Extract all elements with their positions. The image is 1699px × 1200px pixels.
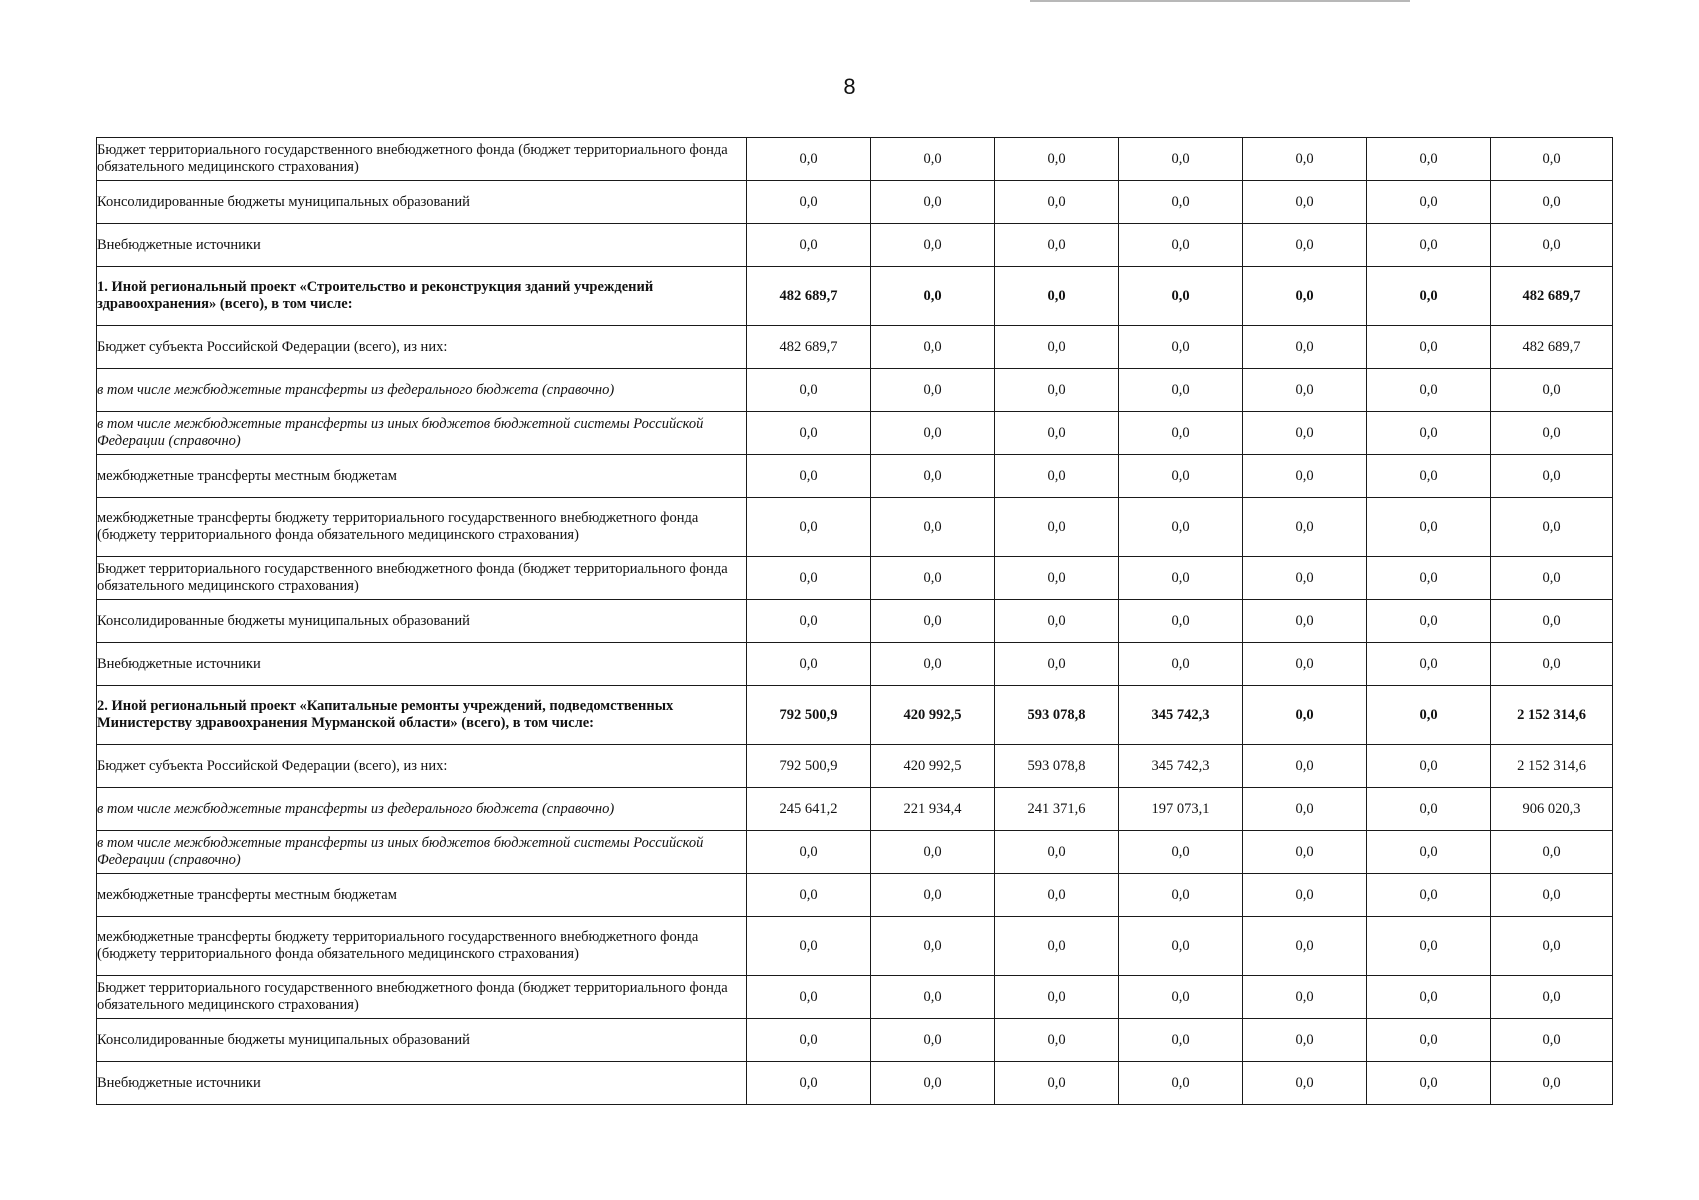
value-cell: 792 500,9	[747, 686, 871, 745]
row-label-cell	[97, 369, 747, 412]
row-label-cell	[97, 1019, 747, 1062]
value-cell: 0,0	[1243, 745, 1367, 788]
value-cell: 0,0	[747, 224, 871, 267]
value-cell: 0,0	[1367, 643, 1491, 686]
value-cell: 0,0	[1243, 831, 1367, 874]
table-row	[97, 455, 1613, 498]
value-cell: 0,0	[1243, 267, 1367, 326]
value-cell: 345 742,3	[1119, 686, 1243, 745]
row-label: в том числе межбюджетные трансферты из иных бюджетов бюджетной системы Российской Федерации (справочно)	[97, 835, 704, 868]
value-cell: 0,0	[1367, 976, 1491, 1019]
value-cell: 0,0	[1119, 498, 1243, 557]
table-row	[97, 326, 1613, 369]
row-label: Бюджет субъекта Российской Федерации (всего), из них:	[97, 757, 448, 774]
value-cell: 0,0	[1243, 369, 1367, 412]
value-cell: 0,0	[1491, 874, 1613, 917]
value-cell: 0,0	[1491, 224, 1613, 267]
value-cell: 0,0	[1243, 138, 1367, 181]
value-cell: 245 641,2	[747, 788, 871, 831]
value-cell: 0,0	[1119, 831, 1243, 874]
value-cell: 482 689,7	[747, 267, 871, 326]
value-cell: 0,0	[871, 181, 995, 224]
row-label: Консолидированные бюджеты муниципальных образований	[97, 612, 470, 629]
row-label-cell	[97, 831, 747, 874]
value-cell: 0,0	[1119, 600, 1243, 643]
row-label-cell	[97, 600, 747, 643]
value-cell: 0,0	[995, 224, 1119, 267]
value-cell: 241 371,6	[995, 788, 1119, 831]
value-cell: 0,0	[871, 267, 995, 326]
row-label-cell	[97, 874, 747, 917]
row-label: в том числе межбюджетные трансферты из федерального бюджета (справочно)	[97, 381, 615, 398]
value-cell: 0,0	[1491, 455, 1613, 498]
value-cell: 0,0	[1367, 224, 1491, 267]
value-cell: 0,0	[995, 643, 1119, 686]
table-row	[97, 600, 1613, 643]
value-cell: 0,0	[1367, 557, 1491, 600]
value-cell: 0,0	[995, 369, 1119, 412]
value-cell: 0,0	[1243, 917, 1367, 976]
value-cell: 0,0	[747, 181, 871, 224]
row-label-cell	[97, 455, 747, 498]
value-cell: 0,0	[1119, 643, 1243, 686]
table-row	[97, 224, 1613, 267]
value-cell: 0,0	[871, 412, 995, 455]
value-cell: 0,0	[995, 976, 1119, 1019]
table-row	[97, 917, 1613, 976]
table-row	[97, 976, 1613, 1019]
row-label-cell	[97, 326, 747, 369]
row-label: 2. Иной региональный проект «Капитальные ремонты учреждений, подведомственных Министерству здравоохранения Мурманской области» (всего), в том числе:	[97, 698, 674, 731]
value-cell: 0,0	[871, 455, 995, 498]
value-cell: 0,0	[1243, 455, 1367, 498]
row-label-cell	[97, 976, 747, 1019]
value-cell: 0,0	[747, 600, 871, 643]
value-cell: 0,0	[1119, 976, 1243, 1019]
value-cell: 2 152 314,6	[1491, 686, 1613, 745]
table-row	[97, 1019, 1613, 1062]
value-cell: 0,0	[1243, 557, 1367, 600]
row-label-cell	[97, 1062, 747, 1105]
value-cell: 0,0	[1119, 224, 1243, 267]
row-label: Бюджет территориального государственного внебюджетного фонда (бюджет территориального фонда обязательного медицинского страхования)	[97, 142, 728, 175]
value-cell: 0,0	[871, 1019, 995, 1062]
value-cell: 0,0	[871, 831, 995, 874]
value-cell: 593 078,8	[995, 745, 1119, 788]
table-row	[97, 181, 1613, 224]
value-cell: 792 500,9	[747, 745, 871, 788]
table-row	[97, 557, 1613, 600]
value-cell: 0,0	[1367, 686, 1491, 745]
value-cell: 0,0	[1243, 600, 1367, 643]
budget-table	[96, 137, 1613, 1105]
table-row	[97, 267, 1613, 326]
table-row	[97, 745, 1613, 788]
row-label-cell	[97, 412, 747, 455]
value-cell: 420 992,5	[871, 745, 995, 788]
value-cell: 0,0	[747, 498, 871, 557]
value-cell: 0,0	[1491, 976, 1613, 1019]
value-cell: 0,0	[1243, 498, 1367, 557]
value-cell: 0,0	[747, 874, 871, 917]
row-label: межбюджетные трансферты местным бюджетам	[97, 886, 397, 903]
value-cell: 0,0	[995, 874, 1119, 917]
value-cell: 0,0	[1491, 600, 1613, 643]
value-cell: 0,0	[1119, 181, 1243, 224]
table-row	[97, 138, 1613, 181]
value-cell: 0,0	[1243, 181, 1367, 224]
value-cell: 0,0	[1119, 326, 1243, 369]
row-label: в том числе межбюджетные трансферты из федерального бюджета (справочно)	[97, 800, 615, 817]
value-cell: 906 020,3	[1491, 788, 1613, 831]
row-label-cell	[97, 643, 747, 686]
value-cell: 0,0	[1367, 498, 1491, 557]
row-label-cell	[97, 181, 747, 224]
value-cell: 0,0	[995, 455, 1119, 498]
value-cell: 0,0	[871, 976, 995, 1019]
row-label-cell	[97, 498, 747, 557]
value-cell: 0,0	[1119, 1062, 1243, 1105]
row-label: в том числе межбюджетные трансферты из иных бюджетов бюджетной системы Российской Федерации (справочно)	[97, 416, 704, 449]
value-cell: 0,0	[1491, 557, 1613, 600]
value-cell: 0,0	[1367, 917, 1491, 976]
table-row	[97, 498, 1613, 557]
value-cell: 0,0	[995, 138, 1119, 181]
value-cell: 0,0	[1243, 788, 1367, 831]
value-cell: 0,0	[747, 1019, 871, 1062]
value-cell: 0,0	[1367, 600, 1491, 643]
value-cell: 0,0	[1243, 976, 1367, 1019]
row-label: Внебюджетные источники	[97, 236, 261, 253]
row-label: Консолидированные бюджеты муниципальных образований	[97, 193, 470, 210]
value-cell: 0,0	[1367, 138, 1491, 181]
row-label: Бюджет территориального государственного внебюджетного фонда (бюджет территориального фонда обязательного медицинского страхования)	[97, 980, 728, 1013]
value-cell: 0,0	[1243, 686, 1367, 745]
value-cell: 0,0	[995, 412, 1119, 455]
page-number: 8	[843, 74, 856, 99]
value-cell: 0,0	[1367, 1062, 1491, 1105]
value-cell: 0,0	[747, 138, 871, 181]
budget-table-body	[97, 138, 1613, 1105]
value-cell: 0,0	[1491, 369, 1613, 412]
value-cell: 593 078,8	[995, 686, 1119, 745]
value-cell: 0,0	[871, 138, 995, 181]
value-cell: 482 689,7	[1491, 267, 1613, 326]
value-cell: 0,0	[1491, 643, 1613, 686]
scan-edge-line	[1030, 0, 1410, 2]
value-cell: 0,0	[871, 369, 995, 412]
table-row	[97, 412, 1613, 455]
row-label: межбюджетные трансферты бюджету территориального государственного внебюджетного фонда (бюджету территориального фонда обязательного медицинского страхования)	[97, 929, 699, 962]
value-cell: 0,0	[1491, 138, 1613, 181]
value-cell: 0,0	[871, 600, 995, 643]
value-cell: 0,0	[747, 831, 871, 874]
value-cell: 0,0	[1119, 267, 1243, 326]
value-cell: 0,0	[747, 557, 871, 600]
value-cell: 0,0	[747, 455, 871, 498]
value-cell: 0,0	[871, 498, 995, 557]
row-label-cell	[97, 686, 747, 745]
value-cell: 0,0	[1119, 369, 1243, 412]
value-cell: 0,0	[1243, 643, 1367, 686]
value-cell: 0,0	[995, 267, 1119, 326]
row-label-cell	[97, 745, 747, 788]
value-cell: 482 689,7	[747, 326, 871, 369]
value-cell: 0,0	[871, 874, 995, 917]
value-cell: 0,0	[1491, 412, 1613, 455]
table-row	[97, 1062, 1613, 1105]
value-cell: 221 934,4	[871, 788, 995, 831]
value-cell: 0,0	[871, 1062, 995, 1105]
value-cell: 345 742,3	[1119, 745, 1243, 788]
value-cell: 0,0	[1367, 745, 1491, 788]
row-label: Консолидированные бюджеты муниципальных образований	[97, 1031, 470, 1048]
value-cell: 0,0	[1367, 831, 1491, 874]
value-cell: 0,0	[871, 326, 995, 369]
value-cell: 0,0	[995, 1019, 1119, 1062]
value-cell: 0,0	[995, 557, 1119, 600]
value-cell: 197 073,1	[1119, 788, 1243, 831]
table-row	[97, 874, 1613, 917]
value-cell: 0,0	[1491, 1019, 1613, 1062]
row-label-cell	[97, 557, 747, 600]
value-cell: 0,0	[1367, 788, 1491, 831]
row-label-cell	[97, 917, 747, 976]
value-cell: 0,0	[871, 224, 995, 267]
value-cell: 0,0	[747, 369, 871, 412]
value-cell: 0,0	[995, 326, 1119, 369]
value-cell: 420 992,5	[871, 686, 995, 745]
value-cell: 0,0	[1491, 181, 1613, 224]
value-cell: 0,0	[995, 600, 1119, 643]
value-cell: 0,0	[871, 643, 995, 686]
row-label-cell	[97, 788, 747, 831]
value-cell: 0,0	[1243, 1062, 1367, 1105]
row-label-cell	[97, 267, 747, 326]
value-cell: 0,0	[995, 917, 1119, 976]
value-cell: 0,0	[1119, 412, 1243, 455]
value-cell: 0,0	[1243, 1019, 1367, 1062]
value-cell: 0,0	[1367, 326, 1491, 369]
value-cell: 482 689,7	[1491, 326, 1613, 369]
table-row	[97, 643, 1613, 686]
row-label: Внебюджетные источники	[97, 655, 261, 672]
row-label: Бюджет территориального государственного внебюджетного фонда (бюджет территориального фонда обязательного медицинского страхования)	[97, 561, 728, 594]
table-row	[97, 686, 1613, 745]
value-cell: 0,0	[1119, 874, 1243, 917]
value-cell: 0,0	[1491, 831, 1613, 874]
value-cell: 0,0	[1367, 412, 1491, 455]
value-cell: 0,0	[747, 917, 871, 976]
value-cell: 0,0	[1243, 224, 1367, 267]
value-cell: 0,0	[747, 412, 871, 455]
value-cell: 0,0	[995, 181, 1119, 224]
value-cell: 0,0	[1119, 557, 1243, 600]
value-cell: 0,0	[1243, 874, 1367, 917]
row-label: Бюджет субъекта Российской Федерации (всего), из них:	[97, 338, 448, 355]
value-cell: 0,0	[1119, 455, 1243, 498]
value-cell: 0,0	[1367, 874, 1491, 917]
value-cell: 0,0	[1367, 181, 1491, 224]
value-cell: 0,0	[1119, 1019, 1243, 1062]
value-cell: 0,0	[1367, 267, 1491, 326]
row-label-cell	[97, 138, 747, 181]
value-cell: 0,0	[1491, 917, 1613, 976]
value-cell: 0,0	[871, 557, 995, 600]
value-cell: 0,0	[747, 643, 871, 686]
row-label: межбюджетные трансферты бюджету территориального государственного внебюджетного фонда (бюджету территориального фонда обязательного медицинского страхования)	[97, 510, 699, 543]
value-cell: 0,0	[871, 917, 995, 976]
row-label: межбюджетные трансферты местным бюджетам	[97, 467, 397, 484]
value-cell: 0,0	[1491, 498, 1613, 557]
table-row	[97, 788, 1613, 831]
row-label: Внебюджетные источники	[97, 1074, 261, 1091]
table-row	[97, 831, 1613, 874]
value-cell: 0,0	[1243, 326, 1367, 369]
value-cell: 0,0	[1119, 138, 1243, 181]
value-cell: 0,0	[1119, 917, 1243, 976]
value-cell: 0,0	[995, 831, 1119, 874]
value-cell: 0,0	[1367, 369, 1491, 412]
value-cell: 0,0	[1243, 412, 1367, 455]
value-cell: 0,0	[995, 498, 1119, 557]
value-cell: 0,0	[747, 976, 871, 1019]
value-cell: 0,0	[1367, 1019, 1491, 1062]
value-cell: 0,0	[1491, 1062, 1613, 1105]
value-cell: 0,0	[747, 1062, 871, 1105]
value-cell: 2 152 314,6	[1491, 745, 1613, 788]
row-label-cell	[97, 224, 747, 267]
table-row	[97, 369, 1613, 412]
value-cell: 0,0	[1367, 455, 1491, 498]
row-label: 1. Иной региональный проект «Строительство и реконструкция зданий учреждений здравоохранения» (всего), в том числе:	[97, 279, 654, 312]
value-cell: 0,0	[995, 1062, 1119, 1105]
